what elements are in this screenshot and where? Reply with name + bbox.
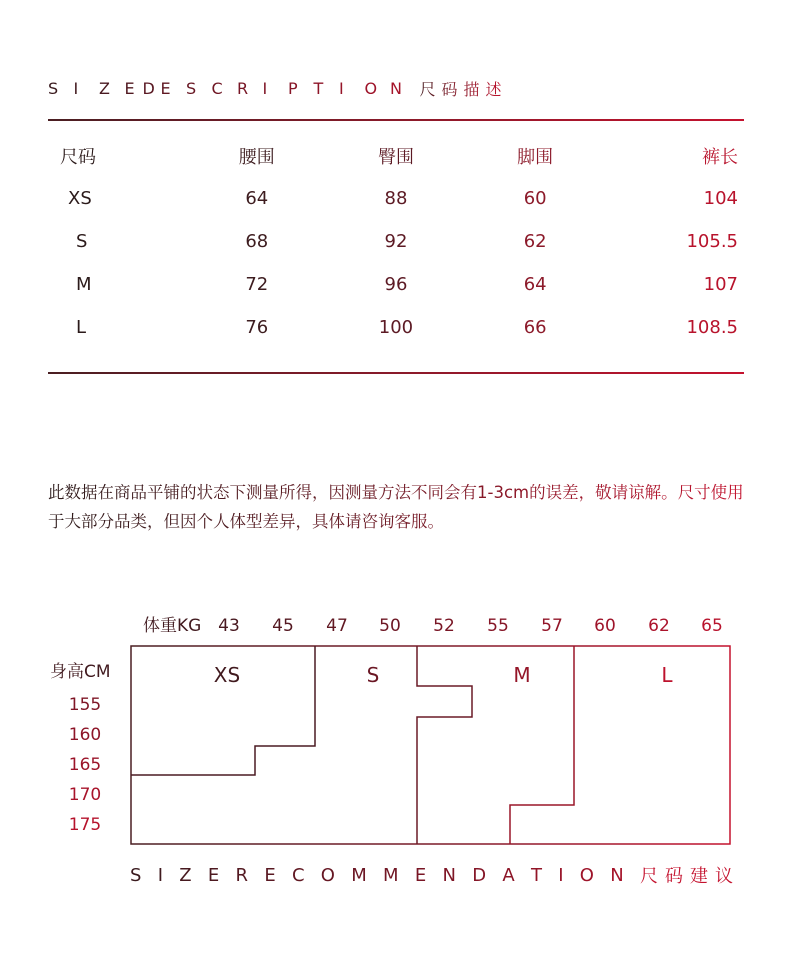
table-row	[48, 177, 744, 220]
title-letter: R	[237, 78, 249, 98]
table-cell: 105.5	[686, 231, 738, 252]
recommend-title-letter: N	[610, 864, 624, 886]
weight-label: 体重KG	[143, 616, 202, 636]
weight-tick: 47	[326, 616, 348, 636]
height-tick: 175	[68, 815, 102, 835]
weight-tick: 57	[541, 616, 563, 636]
table-cell: 62	[523, 231, 547, 252]
table-cell: 96	[384, 274, 408, 295]
table-cell: 72	[245, 274, 269, 295]
size-description-title	[48, 76, 768, 100]
weight-tick: 43	[218, 616, 240, 636]
table-cell: 64	[245, 188, 269, 209]
table-cell: 104	[703, 188, 738, 209]
table-cell: 64	[523, 274, 547, 295]
title-letter: S	[186, 78, 197, 98]
recommend-title-letter: S	[130, 864, 142, 886]
table-cell: XS	[68, 188, 92, 209]
title-letter: E	[160, 78, 171, 98]
table-row	[48, 306, 744, 349]
weight-tick: 50	[379, 616, 401, 636]
size-zone-label: XS	[213, 663, 241, 687]
recommend-title-letter: T	[530, 864, 542, 886]
col-header-length: 裤长	[702, 146, 738, 168]
recommend-title-letter: I	[558, 864, 564, 886]
title-letter: E	[124, 78, 135, 98]
table-cell: M	[76, 274, 92, 295]
table-cell: 107	[703, 274, 738, 295]
title-letter: I	[339, 78, 344, 98]
recommend-title-letter: E	[264, 864, 276, 886]
recommend-title-letter: M	[383, 864, 399, 886]
recommend-title-letter: O	[320, 864, 335, 886]
recommend-title-letter: D	[472, 864, 487, 886]
table-cell: L	[76, 317, 87, 338]
recommend-title-letter: I	[157, 864, 164, 886]
table-cell: 108.5	[686, 317, 738, 338]
height-label: 身高CM	[50, 662, 111, 682]
title-letter: O	[364, 78, 378, 98]
recommend-title-letter: E	[414, 864, 427, 886]
table-row	[48, 263, 744, 306]
weight-tick: 60	[594, 616, 616, 636]
weight-tick: 65	[701, 616, 723, 636]
recommend-title-letter: A	[502, 864, 515, 886]
size-description-title-cn: 尺码描述	[420, 77, 508, 100]
weight-tick: 45	[272, 616, 294, 636]
recommend-title-cn: 尺码建议	[639, 866, 740, 887]
weight-tick: 52	[433, 616, 455, 636]
bottom-rule	[48, 372, 744, 374]
size-table-header	[48, 134, 744, 177]
table-cell: 88	[384, 188, 408, 209]
size-recommendation-title	[130, 862, 740, 888]
table-cell: 66	[523, 317, 547, 338]
height-tick: 155	[68, 695, 102, 715]
title-letter: C	[211, 78, 223, 98]
recommend-title-letter: O	[579, 864, 594, 886]
table-cell: 100	[378, 317, 414, 338]
title-letter: Z	[99, 78, 110, 98]
col-header-waist: 腰围	[238, 146, 275, 168]
weight-tick: 55	[487, 616, 509, 636]
recommend-title-letter: C	[291, 864, 305, 886]
size-recommendation-svg	[0, 600, 790, 860]
height-tick: 170	[68, 785, 102, 805]
title-letter: S	[48, 78, 59, 98]
size-zone-label: S	[366, 663, 380, 687]
title-letter: P	[288, 78, 298, 98]
recommend-title-letter: E	[207, 864, 220, 886]
s-m-boundary	[417, 646, 472, 844]
size-table	[48, 134, 744, 349]
title-letter: I	[262, 78, 268, 98]
top-rule	[48, 119, 744, 121]
recommend-title-letter: M	[351, 864, 367, 886]
table-cell: S	[76, 231, 88, 252]
title-letter: N	[390, 78, 402, 98]
size-zone-label: M	[513, 663, 531, 687]
measurement-note: 此数据在商品平铺的状态下测量所得，因测量方法不同会有1-3cm的误差，敬请谅解。尺寸使用于大部分品类，但因个人体型差异，具体请咨询客服。	[48, 478, 748, 536]
title-letter: I	[73, 78, 79, 98]
title-letter: D	[142, 78, 155, 98]
weight-tick: 62	[648, 616, 670, 636]
recommend-title-letter: N	[442, 864, 456, 886]
recommend-title-letter: R	[235, 864, 249, 886]
table-cell: 68	[245, 231, 269, 252]
title-letter: T	[313, 78, 324, 98]
table-cell: 92	[384, 231, 408, 252]
table-row	[48, 220, 744, 263]
col-header-size: 尺码	[60, 146, 96, 168]
col-header-hip: 臀围	[377, 146, 414, 168]
height-tick: 165	[68, 755, 102, 775]
size-description-letters	[48, 79, 416, 98]
table-cell: 60	[523, 188, 547, 209]
recommend-title-letter: Z	[179, 864, 192, 886]
height-tick: 160	[68, 725, 102, 745]
size-zone-label: L	[661, 663, 673, 687]
table-cell: 76	[245, 317, 269, 338]
col-header-leg-opening: 脚围	[517, 146, 554, 168]
size-recommendation-chart	[0, 600, 790, 900]
